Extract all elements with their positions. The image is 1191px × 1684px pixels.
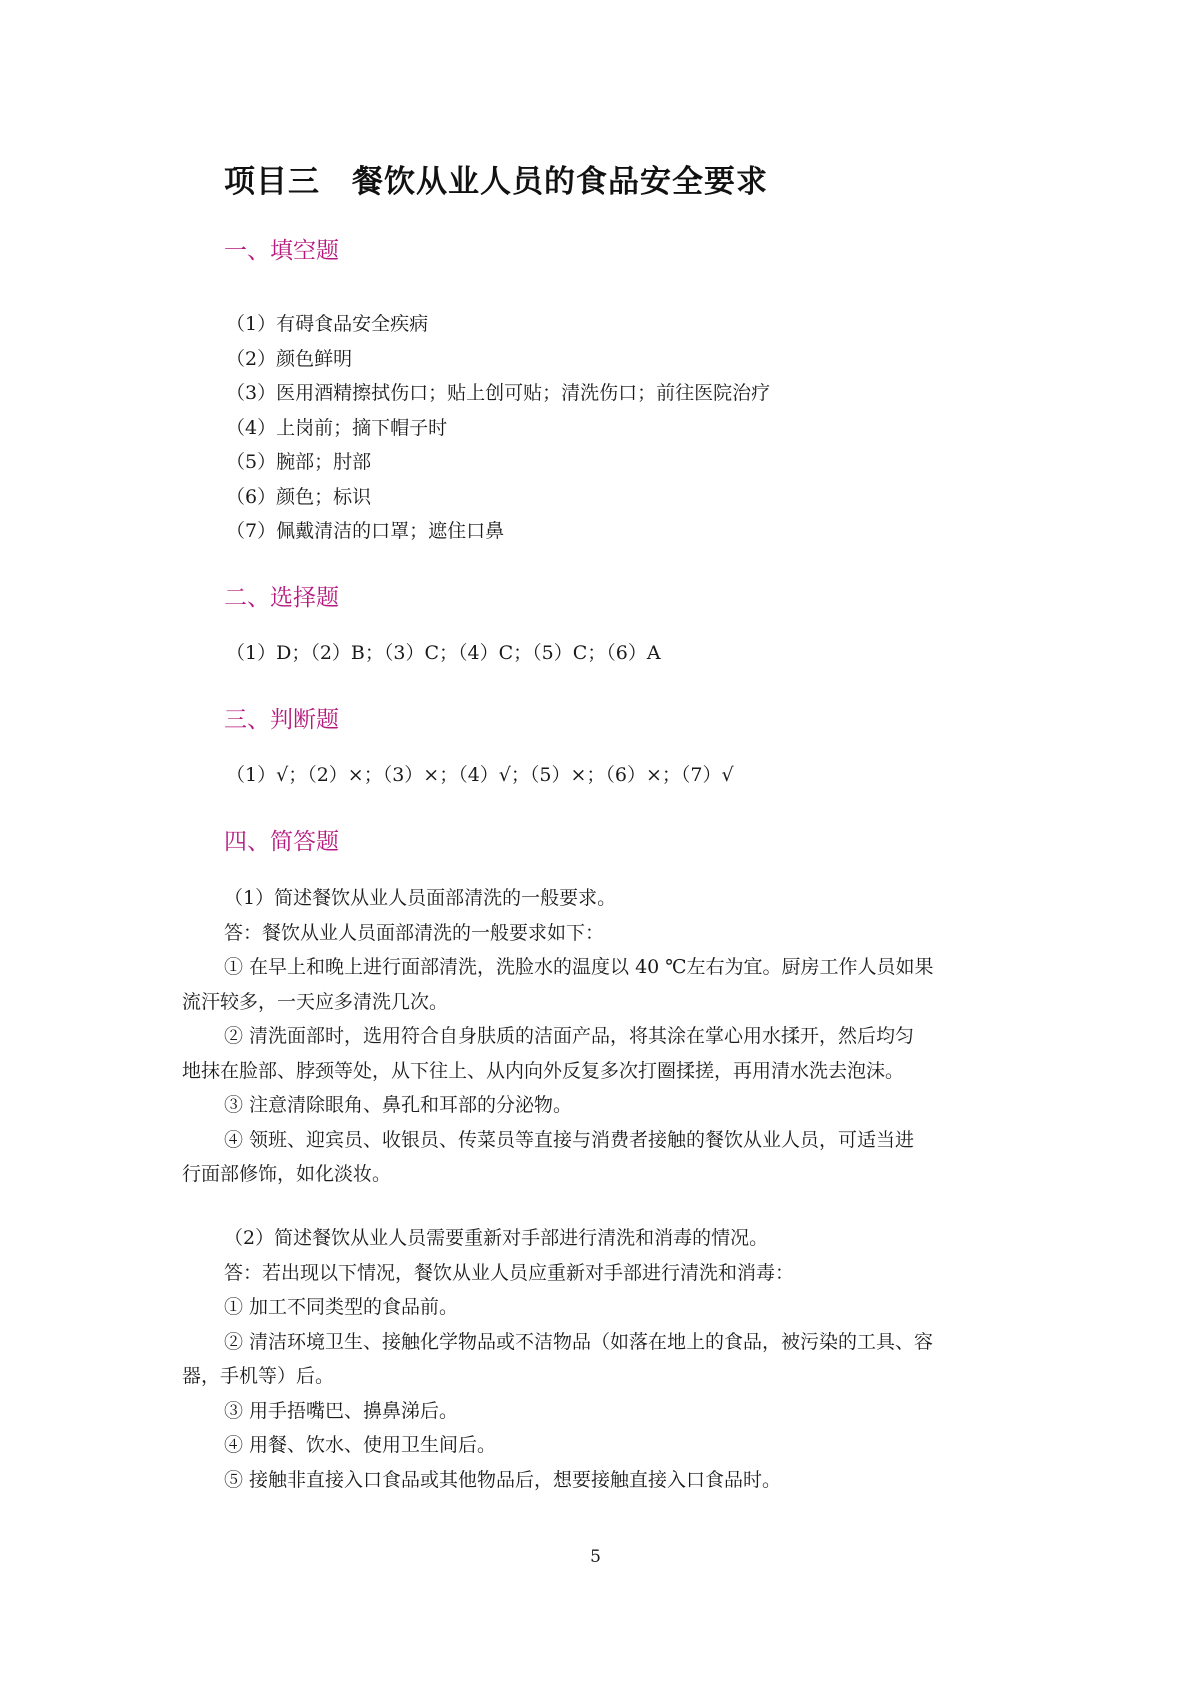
- answer-line: 地抹在脸部、脖颈等处，从下往上、从内向外反复多次打圈揉搓，再用清水洗去泡沫。: [182, 1060, 905, 1082]
- answer-line: ④ 领班、迎宾员、收银员、传菜员等直接与消费者接触的餐饮从业人员，可适当进: [224, 1129, 915, 1151]
- page-number: 5: [590, 1547, 601, 1567]
- answer-line: ② 清洗面部时，选用符合自身肤质的洁面产品，将其涂在掌心用水揉开，然后均匀: [224, 1025, 915, 1047]
- answer-line: ③ 用手捂嘴巴、擤鼻涕后。: [224, 1400, 459, 1422]
- short-answer-question: （1）简述餐饮从业人员面部清洗的一般要求。: [224, 887, 617, 909]
- fill-in-answer: （4）上岗前；摘下帽子时: [226, 417, 448, 439]
- answer-intro: 答：若出现以下情况，餐饮从业人员应重新对手部进行清洗和消毒：: [224, 1262, 795, 1284]
- true-false-answers: （1）√；（2）×；（3）×；（4）√；（5）×；（6）×；（7）√: [226, 764, 734, 786]
- section-heading-fill-in: 一、填空题: [224, 238, 339, 264]
- fill-in-answer: （6）颜色；标识: [226, 486, 372, 508]
- answer-line: ③ 注意清除眼角、鼻孔和耳部的分泌物。: [224, 1094, 573, 1116]
- answer-line: 流汗较多，一天应多清洗几次。: [182, 991, 449, 1013]
- multiple-choice-answers: （1）D；（2）B；（3）C；（4）C；（5）C；（6）A: [226, 642, 661, 664]
- answer-line: ④ 用餐、饮水、使用卫生间后。: [224, 1434, 497, 1456]
- fill-in-answer: （5）腕部；肘部: [226, 451, 372, 473]
- short-answer-question: （2）简述餐饮从业人员需要重新对手部进行清洗和消毒的情况。: [224, 1227, 769, 1249]
- section-heading-short-answer: 四、简答题: [224, 829, 339, 855]
- answer-intro: 答：餐饮从业人员面部清洗的一般要求如下：: [224, 922, 605, 944]
- answer-line: 器，手机等）后。: [182, 1365, 335, 1387]
- fill-in-answer: （1）有碍食品安全疾病: [226, 313, 429, 335]
- page-title: 项目三 餐饮从业人员的食品安全要求: [224, 164, 768, 200]
- answer-line: ⑤ 接触非直接入口食品或其他物品后，想要接触直接入口食品时。: [224, 1469, 782, 1491]
- answer-line: ① 在早上和晚上进行面部清洗，洗脸水的温度以 40 ℃左右为宜。厨房工作人员如果: [224, 956, 934, 978]
- answer-line: ① 加工不同类型的食品前。: [224, 1296, 459, 1318]
- answer-line: 行面部修饰，如化淡妆。: [182, 1163, 392, 1185]
- section-heading-true-false: 三、判断题: [224, 707, 339, 733]
- fill-in-answer: （3）医用酒精擦拭伤口；贴上创可贴；清洗伤口；前往医院治疗: [226, 382, 771, 404]
- fill-in-answer: （2）颜色鲜明: [226, 348, 353, 370]
- section-heading-multiple-choice: 二、选择题: [224, 585, 339, 611]
- answer-line: ② 清洁环境卫生、接触化学物品或不洁物品（如落在地上的食品，被污染的工具、容: [224, 1331, 934, 1353]
- fill-in-answer: （7）佩戴清洁的口罩；遮住口鼻: [226, 520, 505, 542]
